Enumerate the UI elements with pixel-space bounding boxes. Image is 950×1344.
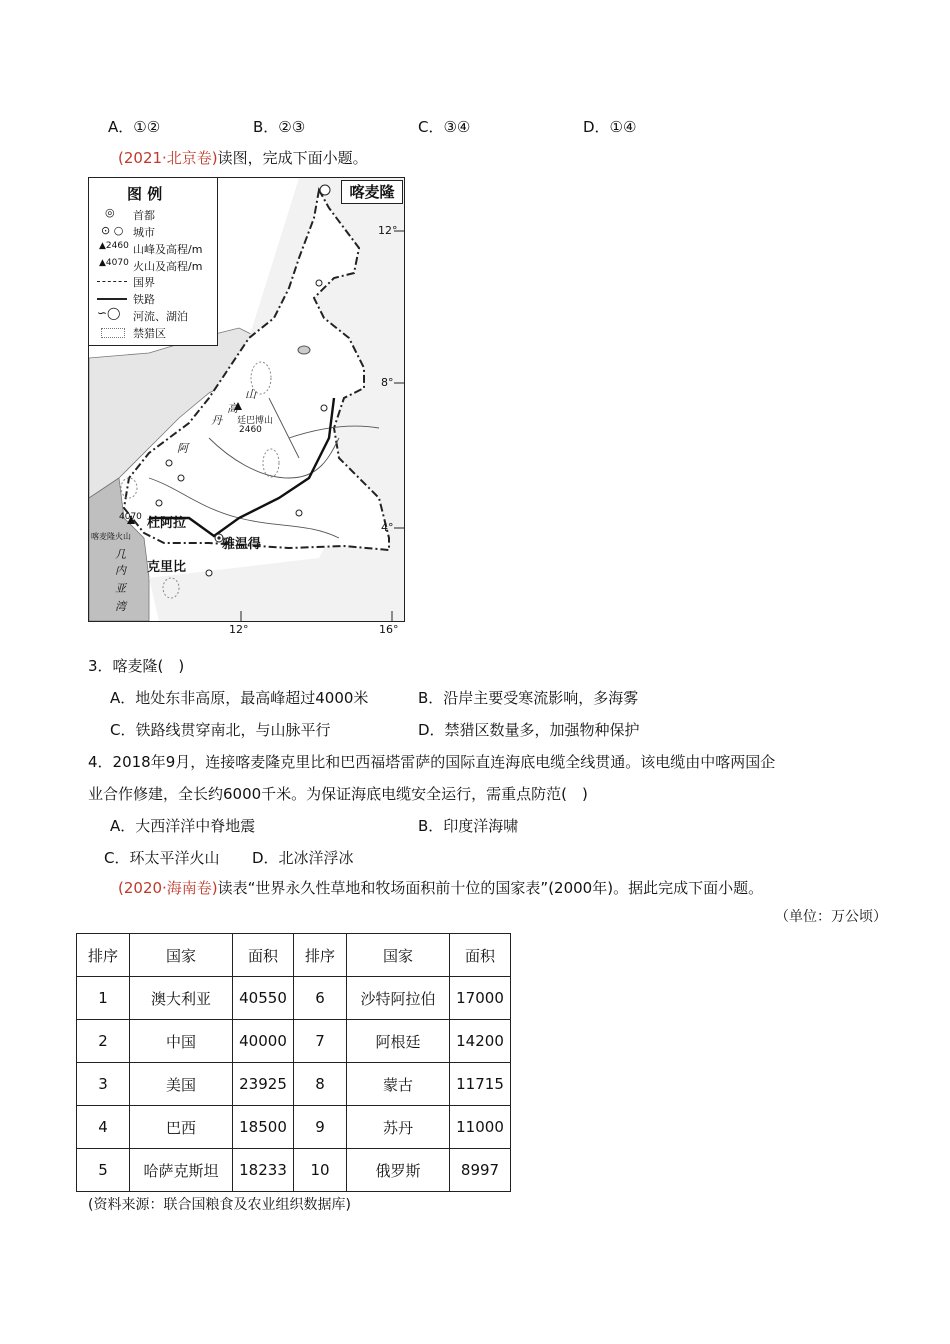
table-row [77, 1149, 511, 1192]
cell: 23925 [233, 1063, 294, 1106]
label-gulf-2: 内 [115, 564, 126, 577]
unit-label: （单位：万公顷） [775, 909, 887, 925]
cell: 苏丹 [347, 1106, 450, 1149]
legend-border: 国界 [133, 276, 155, 289]
cell: 蒙古 [347, 1063, 450, 1106]
peak-icon: ▲2460 [99, 241, 129, 251]
q4-stem-line2: 业合作修建，全长约6000千米。为保证海底电缆安全运行，需重点防范( ) [88, 785, 588, 803]
cell: 阿根廷 [347, 1020, 450, 1063]
lat-12: 12° [378, 224, 398, 237]
grassland-table [76, 933, 511, 1192]
cell: 俄罗斯 [347, 1149, 450, 1192]
label-plateau-3: 山 [245, 388, 256, 401]
label-peak: 廷巴博山 [237, 416, 274, 426]
label-kribi: 克里比 [147, 560, 187, 575]
table-header-row [77, 934, 511, 977]
intro-2-text: 读表“世界永久性草地和牧场面积前十位的国家表”(2000年)。据此完成下面小题。 [217, 879, 764, 897]
legend-river: 河流、湖泊 [133, 310, 188, 323]
intro-2 [118, 877, 763, 898]
q2-option-c: C．③④ [418, 118, 471, 136]
volcano-icon: ▲4070 [99, 258, 129, 268]
table-row [77, 1106, 511, 1149]
table-row [77, 977, 511, 1020]
legend-peak: 山峰及高程/m [133, 243, 203, 256]
cell: 5 [77, 1149, 130, 1192]
cell: 11715 [450, 1063, 511, 1106]
cell: 7 [294, 1020, 347, 1063]
label-volcano-elev: 4070 [119, 512, 142, 522]
label-yaounde: 雅温得 [222, 537, 262, 552]
lat-8: 8° [381, 376, 394, 389]
cell: 40550 [233, 977, 294, 1020]
cell: 8 [294, 1063, 347, 1106]
lon-12: 12° [229, 623, 249, 636]
q2-option-d: D．①④ [583, 118, 637, 136]
cell: 4 [77, 1106, 130, 1149]
cell: 沙特阿拉伯 [347, 977, 450, 1020]
cell: 8997 [450, 1149, 511, 1192]
q4-option-c: C．环太平洋火山 [104, 849, 220, 867]
legend-railway: 铁路 [133, 293, 155, 306]
river-icon: ∽◯ [97, 306, 121, 320]
legend-capital: 首都 [133, 209, 155, 222]
label-gulf-1: 几 [115, 548, 126, 561]
legend-peak-value: 2460 [105, 241, 129, 251]
q3-option-d: D．禁猎区数量多，加强物种保护 [418, 721, 640, 739]
cell: 1 [77, 977, 130, 1020]
header-area-1: 面积 [233, 934, 294, 977]
cell: 14200 [450, 1020, 511, 1063]
cell: 2 [77, 1020, 130, 1063]
reserve-icon [101, 328, 125, 338]
cell: 18500 [233, 1106, 294, 1149]
cell: 9 [294, 1106, 347, 1149]
label-plateau-1: 丹 [211, 414, 222, 427]
q3-stem: 3．喀麦隆( ) [88, 657, 185, 675]
lat-4: 4° [381, 521, 394, 534]
source-note: (资料来源：联合国粮食及农业组织数据库) [88, 1197, 351, 1213]
q3-option-a: A．地处东非高原，最高峰超过4000米 [110, 689, 369, 707]
q4-option-b: B．印度洋海啸 [418, 817, 519, 835]
intro-2-source: (2020·海南卷) [118, 879, 218, 897]
cell: 中国 [130, 1020, 233, 1063]
header-rank-2: 排序 [294, 934, 347, 977]
map-legend [89, 178, 218, 346]
label-peak-elev: 2460 [239, 425, 262, 435]
label-gulf-4: 湾 [115, 600, 126, 613]
map-title: 喀麦隆 [341, 180, 403, 204]
cell: 澳大利亚 [130, 977, 233, 1020]
q2-option-b: B．②③ [253, 118, 306, 136]
label-volcano: 喀麦隆火山 [91, 532, 131, 541]
legend-volcano-value: 4070 [105, 258, 129, 268]
cell: 哈萨克斯坦 [130, 1149, 233, 1192]
table-row [77, 1063, 511, 1106]
q3-option-c: C．铁路线贯穿南北，与山脉平行 [110, 721, 331, 739]
q4-option-d: D．北冰洋浮冰 [252, 849, 354, 867]
header-country-1: 国家 [130, 934, 233, 977]
cell: 17000 [450, 977, 511, 1020]
cell: 10 [294, 1149, 347, 1192]
cell: 11000 [450, 1106, 511, 1149]
railway-line-icon [97, 298, 127, 300]
cell: 3 [77, 1063, 130, 1106]
cell: 40000 [233, 1020, 294, 1063]
capital-icon: ◎ [105, 206, 115, 219]
cameroon-map [88, 177, 405, 636]
label-plateau-2: 高 [227, 402, 238, 415]
q4-stem-line1: 4．2018年9月，连接喀麦隆克里比和巴西福塔雷萨的国际直连海底电缆全线贯通。该电缆由中喀两国企 [88, 753, 776, 771]
label-gulf-3: 亚 [115, 582, 126, 595]
q3-option-b: B．沿岸主要受寒流影响，多海雾 [418, 689, 639, 707]
header-area-2: 面积 [450, 934, 511, 977]
q2-option-a: A．①② [108, 118, 161, 136]
cell: 6 [294, 977, 347, 1020]
legend-volcano: 火山及高程/m [133, 260, 203, 273]
border-line-icon [97, 281, 127, 282]
lon-16: 16° [379, 623, 399, 636]
intro-1-source: (2021·北京卷) [118, 149, 218, 167]
legend-title: 图 例 [127, 185, 163, 203]
legend-city: 城市 [133, 226, 155, 239]
cell: 18233 [233, 1149, 294, 1192]
label-douala: 杜阿拉 [147, 516, 187, 531]
cell: 美国 [130, 1063, 233, 1106]
header-rank-1: 排序 [77, 934, 130, 977]
label-plateau-4: 阿 [177, 442, 188, 455]
city-icon: ⊙ ○ [101, 224, 124, 237]
header-country-2: 国家 [347, 934, 450, 977]
intro-1 [118, 147, 368, 168]
legend-reserve: 禁猎区 [133, 327, 166, 340]
table-row [77, 1020, 511, 1063]
q4-option-a: A．大西洋洋中脊地震 [110, 817, 256, 835]
intro-1-text: 读图，完成下面小题。 [217, 149, 368, 167]
cell: 巴西 [130, 1106, 233, 1149]
